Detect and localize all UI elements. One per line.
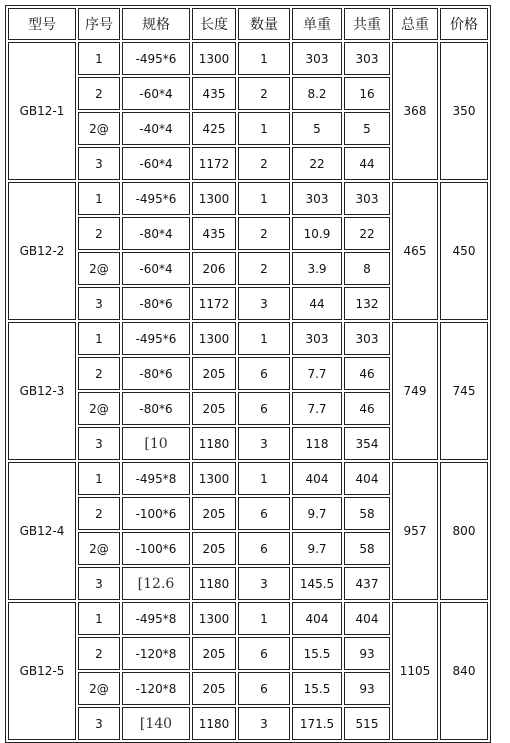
cell-length: 205 <box>192 672 236 705</box>
cell-unit-weight: 303 <box>292 182 342 215</box>
cell-qty: 1 <box>238 602 290 635</box>
cell-total-weight: 957 <box>392 462 438 600</box>
cell-seq: 3 <box>78 147 120 180</box>
cell-qty: 1 <box>238 182 290 215</box>
cell-sub-weight: 437 <box>344 567 390 600</box>
header-sub-weight: 共重 <box>344 8 390 40</box>
cell-spec: -80*4 <box>122 217 190 250</box>
cell-spec: -495*8 <box>122 602 190 635</box>
cell-seq: 3 <box>78 287 120 320</box>
cell-spec: -495*6 <box>122 182 190 215</box>
cell-seq: 2@ <box>78 672 120 705</box>
cell-model: GB12-1 <box>8 42 76 180</box>
cell-length: 205 <box>192 637 236 670</box>
cell-price: 840 <box>440 602 488 740</box>
cell-length: 1300 <box>192 182 236 215</box>
cell-seq: 2 <box>78 77 120 110</box>
header-qty: 数量 <box>238 8 290 40</box>
cell-sub-weight: 46 <box>344 392 390 425</box>
cell-length: 435 <box>192 217 236 250</box>
table-row <box>8 462 488 495</box>
cell-qty: 1 <box>238 462 290 495</box>
cell-unit-weight: 5 <box>292 112 342 145</box>
cell-seq: 1 <box>78 462 120 495</box>
cell-spec: [140 <box>122 707 190 740</box>
cell-spec: -120*8 <box>122 637 190 670</box>
cell-length: 1180 <box>192 427 236 460</box>
cell-seq: 2 <box>78 497 120 530</box>
cell-qty: 6 <box>238 672 290 705</box>
cell-qty: 6 <box>238 532 290 565</box>
cell-price: 745 <box>440 322 488 460</box>
cell-qty: 3 <box>238 707 290 740</box>
cell-length: 1300 <box>192 322 236 355</box>
cell-length: 435 <box>192 77 236 110</box>
cell-spec: -80*6 <box>122 287 190 320</box>
cell-length: 205 <box>192 357 236 390</box>
cell-seq: 3 <box>78 707 120 740</box>
header-price: 价格 <box>440 8 488 40</box>
cell-spec: -60*4 <box>122 252 190 285</box>
cell-sub-weight: 16 <box>344 77 390 110</box>
steel-spec-table <box>5 5 491 743</box>
cell-unit-weight: 145.5 <box>292 567 342 600</box>
cell-spec: -495*6 <box>122 322 190 355</box>
cell-unit-weight: 15.5 <box>292 637 342 670</box>
header-length: 长度 <box>192 8 236 40</box>
cell-spec: -120*8 <box>122 672 190 705</box>
cell-spec: -495*6 <box>122 42 190 75</box>
cell-sub-weight: 44 <box>344 147 390 180</box>
cell-unit-weight: 8.2 <box>292 77 342 110</box>
cell-seq: 2@ <box>78 392 120 425</box>
cell-seq: 1 <box>78 42 120 75</box>
cell-model: GB12-3 <box>8 322 76 460</box>
cell-price: 350 <box>440 42 488 180</box>
cell-qty: 1 <box>238 322 290 355</box>
cell-spec: -60*4 <box>122 147 190 180</box>
cell-unit-weight: 15.5 <box>292 672 342 705</box>
cell-qty: 6 <box>238 357 290 390</box>
cell-seq: 1 <box>78 182 120 215</box>
cell-model: GB12-4 <box>8 462 76 600</box>
cell-spec: -495*8 <box>122 462 190 495</box>
cell-seq: 2@ <box>78 532 120 565</box>
cell-total-weight: 749 <box>392 322 438 460</box>
cell-sub-weight: 404 <box>344 462 390 495</box>
cell-qty: 2 <box>238 217 290 250</box>
table-row <box>8 322 488 355</box>
cell-sub-weight: 8 <box>344 252 390 285</box>
cell-sub-weight: 58 <box>344 497 390 530</box>
cell-length: 1300 <box>192 462 236 495</box>
cell-qty: 1 <box>238 42 290 75</box>
cell-qty: 2 <box>238 252 290 285</box>
cell-qty: 3 <box>238 287 290 320</box>
cell-total-weight: 368 <box>392 42 438 180</box>
cell-unit-weight: 44 <box>292 287 342 320</box>
cell-qty: 2 <box>238 147 290 180</box>
cell-total-weight: 465 <box>392 182 438 320</box>
cell-price: 800 <box>440 462 488 600</box>
cell-qty: 3 <box>238 427 290 460</box>
cell-length: 1180 <box>192 707 236 740</box>
cell-qty: 2 <box>238 77 290 110</box>
cell-spec: -100*6 <box>122 532 190 565</box>
cell-sub-weight: 22 <box>344 217 390 250</box>
cell-sub-weight: 58 <box>344 532 390 565</box>
cell-seq: 3 <box>78 427 120 460</box>
cell-length: 205 <box>192 532 236 565</box>
cell-unit-weight: 22 <box>292 147 342 180</box>
cell-unit-weight: 404 <box>292 462 342 495</box>
cell-length: 206 <box>192 252 236 285</box>
cell-qty: 6 <box>238 497 290 530</box>
cell-unit-weight: 9.7 <box>292 532 342 565</box>
cell-spec: -40*4 <box>122 112 190 145</box>
cell-spec: -100*6 <box>122 497 190 530</box>
cell-price: 450 <box>440 182 488 320</box>
cell-length: 1180 <box>192 567 236 600</box>
cell-sub-weight: 404 <box>344 602 390 635</box>
cell-seq: 3 <box>78 567 120 600</box>
header-model: 型号 <box>8 8 76 40</box>
cell-qty: 6 <box>238 392 290 425</box>
cell-seq: 2 <box>78 637 120 670</box>
cell-seq: 1 <box>78 602 120 635</box>
table-row <box>8 602 488 635</box>
cell-length: 1300 <box>192 42 236 75</box>
cell-unit-weight: 10.9 <box>292 217 342 250</box>
cell-sub-weight: 93 <box>344 672 390 705</box>
header-row <box>8 8 488 40</box>
cell-sub-weight: 303 <box>344 42 390 75</box>
cell-sub-weight: 354 <box>344 427 390 460</box>
cell-qty: 1 <box>238 112 290 145</box>
cell-model: GB12-2 <box>8 182 76 320</box>
cell-qty: 3 <box>238 567 290 600</box>
cell-length: 205 <box>192 392 236 425</box>
cell-length: 1300 <box>192 602 236 635</box>
cell-sub-weight: 132 <box>344 287 390 320</box>
cell-sub-weight: 515 <box>344 707 390 740</box>
cell-length: 205 <box>192 497 236 530</box>
cell-spec: [12.6 <box>122 567 190 600</box>
table-body <box>8 42 488 740</box>
header-seq: 序号 <box>78 8 120 40</box>
cell-unit-weight: 171.5 <box>292 707 342 740</box>
cell-length: 425 <box>192 112 236 145</box>
cell-qty: 6 <box>238 637 290 670</box>
cell-spec: -80*6 <box>122 392 190 425</box>
cell-sub-weight: 5 <box>344 112 390 145</box>
cell-length: 1172 <box>192 287 236 320</box>
cell-seq: 1 <box>78 322 120 355</box>
cell-seq: 2@ <box>78 252 120 285</box>
cell-sub-weight: 303 <box>344 182 390 215</box>
cell-model: GB12-5 <box>8 602 76 740</box>
cell-unit-weight: 303 <box>292 322 342 355</box>
cell-seq: 2 <box>78 217 120 250</box>
cell-unit-weight: 7.7 <box>292 357 342 390</box>
cell-unit-weight: 7.7 <box>292 392 342 425</box>
cell-spec: [10 <box>122 427 190 460</box>
table-row <box>8 42 488 75</box>
cell-unit-weight: 118 <box>292 427 342 460</box>
cell-unit-weight: 303 <box>292 42 342 75</box>
cell-unit-weight: 9.7 <box>292 497 342 530</box>
cell-unit-weight: 3.9 <box>292 252 342 285</box>
cell-spec: -60*4 <box>122 77 190 110</box>
header-unit-weight: 单重 <box>292 8 342 40</box>
cell-length: 1172 <box>192 147 236 180</box>
cell-sub-weight: 46 <box>344 357 390 390</box>
cell-sub-weight: 303 <box>344 322 390 355</box>
cell-unit-weight: 404 <box>292 602 342 635</box>
table-row <box>8 182 488 215</box>
cell-sub-weight: 93 <box>344 637 390 670</box>
header-total-weight: 总重 <box>392 8 438 40</box>
cell-seq: 2@ <box>78 112 120 145</box>
cell-total-weight: 1105 <box>392 602 438 740</box>
cell-spec: -80*6 <box>122 357 190 390</box>
cell-seq: 2 <box>78 357 120 390</box>
header-spec: 规格 <box>122 8 190 40</box>
